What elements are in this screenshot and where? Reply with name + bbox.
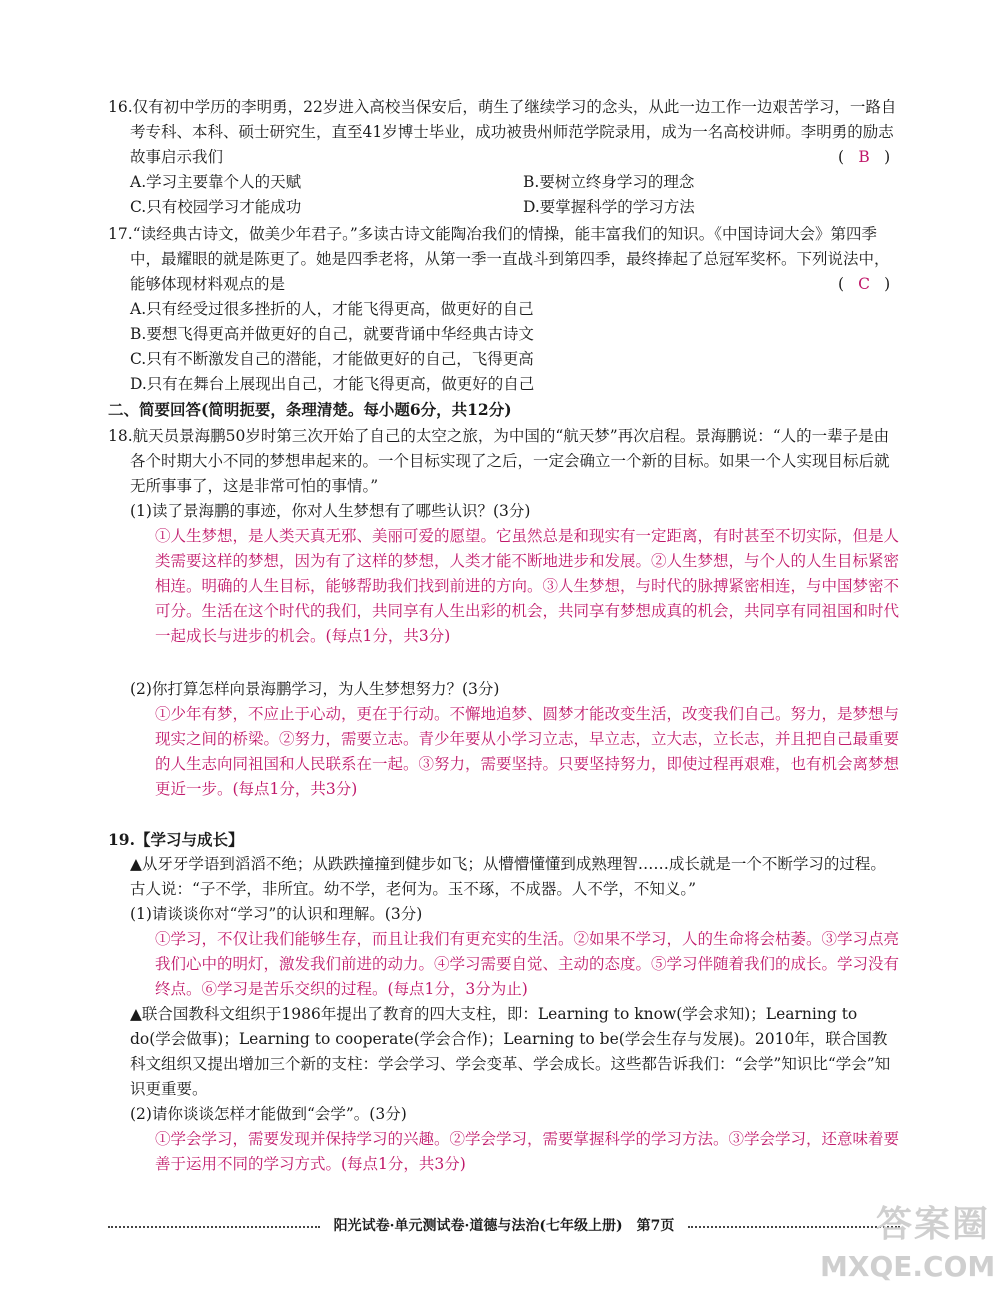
question-18-answer-2: ①少年有梦，不应止于心动，更在于行动。不懈地追梦、圆梦才能改变生活，改变我们自己。努力，是梦想与现实之间的桥梁。②努力，需要立志。青少年要从小学习立志，早立志，立大志，立长志，并且把自己最重要的人生志向同祖国和人民联系在一起。③努力，需要坚持。只要坚持努力，即使过程再艰难，也有机会离梦想更近一步。(每点1分，共3分) [155, 705, 900, 798]
question-19-material-1: ▲从牙牙学语到滔滔不绝；从跌跌撞撞到健步如飞；从懵懵懂懂到成熟理智……成长就是一个不断学习的过程。古人说：“子不学，非所宜。幼不学，老何为。玉不琢，不成器。人不学，不知义。” [130, 855, 886, 898]
question-16-answer: B [858, 148, 870, 166]
question-18-sub-2: (2)你打算怎样向景海鹏学习，为人生梦想努力？(3分) [130, 680, 500, 698]
footer-text: 阳光试卷·单元测试卷·道德与法治(七年级上册) 第7页 [333, 1218, 675, 1234]
question-16-option-b: B.要树立终身学习的理念 [523, 173, 695, 191]
question-16-text: 16.仅有初中学历的李明勇，22岁进入高校当保安后，萌生了继续学习的念头，从此一边工作一边艰苦学习，一路自考专科、本科、硕士研究生，直至41岁博士毕业，成功被贵州师范学院录用，成为一名高校讲师。李明勇的励志故事启示我们 [108, 98, 897, 166]
question-19-sub-2: (2)请你谈谈怎样才能做到“会学”。(3分) [130, 1105, 407, 1123]
question-16-option-a: A.学习主要靠个人的天赋 [130, 173, 302, 191]
question-16-answer-bracket: ( B ) [838, 145, 900, 170]
question-19-answer-1: ①学习，不仅让我们能够生存，而且让我们有更充实的生活。②如果不学习，人的生命将会枯萎。③学习点亮我们心中的明灯，激发我们前进的动力。④学习需要自觉、主动的态度。⑤学习伴随着我们的成长。学习没有终点。⑥学习是苦乐交织的过程。(每点1分，3分为止) [155, 930, 900, 998]
question-17-answer: C [858, 275, 870, 293]
question-16-option-d: D.要掌握科学的学习方法 [523, 198, 695, 216]
question-17-text: 17.“读经典古诗文，做美少年君子。”多读古诗文能陶冶我们的情操，能丰富我们的知识。《中国诗词大会》第四季中，最耀眼的就是陈更了。她是四季老将，从第一季一直战斗到第四季，最终捧起了总冠军奖杯。下列说法中，能够体现材料观点的是 [108, 225, 890, 293]
question-18-answer-1: ①人生梦想，是人类天真无邪、美丽可爱的愿望。它虽然总是和现实有一定距离，有时甚至不切实际，但是人类需要这样的梦想，因为有了这样的梦想，人类才能不断地进步和发展。②人生梦想，与个人的人生目标紧密相连。明确的人生目标，能够帮助我们找到前进的方向。③人生梦想，与时代的脉搏紧密相连，与中国梦密不可分。生活在这个时代的我们，共同享有人生出彩的机会，共同享有梦想成真的机会，共同享有同祖国和时代一起成长与进步的机会。(每点1分，共3分) [155, 527, 900, 645]
question-19-material-2: ▲联合国教科文组织于1986年提出了教育的四大支柱，即：Learning to know(学会求知)；Learning to do(学会做事)；Learning to cooperate(学会合作)；Learning to be(学会生存与发展)。2010年，联合国教科文组织又提出增加三个新的支柱：学会学习、学会变革、学会成长。这些都告诉我们：“会学”知识比“学会”知识更重要。 [130, 1005, 891, 1098]
question-17-option-b: B.要想飞得更高并做更好的自己，就要背诵中华经典古诗文 [130, 325, 534, 343]
question-17-option-a: A.只有经受过很多挫折的人，才能飞得更高，做更好的自己 [130, 300, 534, 318]
page-footer [108, 1212, 900, 1238]
question-18-text: 18.航天员景海鹏50岁时第三次开始了自己的太空之旅，为中国的“航天梦”再次启程。景海鹏说：“人的一辈子是由各个时期大小不同的梦想串起来的。一个目标实现了之后，一定会确立一个新的目标。如果一个人实现目标后就无所事事了，这是非常可怕的事情。” [108, 427, 890, 495]
question-18-sub-1: (1)读了景海鹏的事迹，你对人生梦想有了哪些认识？(3分) [130, 502, 531, 520]
question-19-answer-2: ①学会学习，需要发现并保持学习的兴趣。②学会学习，需要掌握科学的学习方法。③学会学习，还意味着要善于运用不同的学习方式。(每点1分，共3分) [155, 1130, 900, 1173]
question-17-option-d: D.只有在舞台上展现出自己，才能飞得更高，做更好的自己 [130, 375, 535, 393]
question-17-option-c: C.只有不断激发自己的潜能，才能做更好的自己，飞得更高 [130, 350, 534, 368]
watermark-domain: MXQE.COM [820, 1250, 996, 1283]
question-19-title: 19.【学习与成长】 [108, 830, 244, 849]
question-16-option-c: C.只有校园学习才能成功 [130, 198, 302, 216]
watermark-text: 答案圈 [875, 1204, 990, 1245]
footer-dots-left [108, 1226, 320, 1228]
question-19-sub-1: (1)请谈谈你对“学习”的认识和理解。(3分) [130, 905, 423, 923]
question-17-answer-bracket: ( C ) [838, 272, 900, 297]
section-2-heading: 二、简要回答(简明扼要，条理清楚。每小题6分，共12分) [108, 400, 512, 419]
watermark-logo [820, 1200, 996, 1295]
